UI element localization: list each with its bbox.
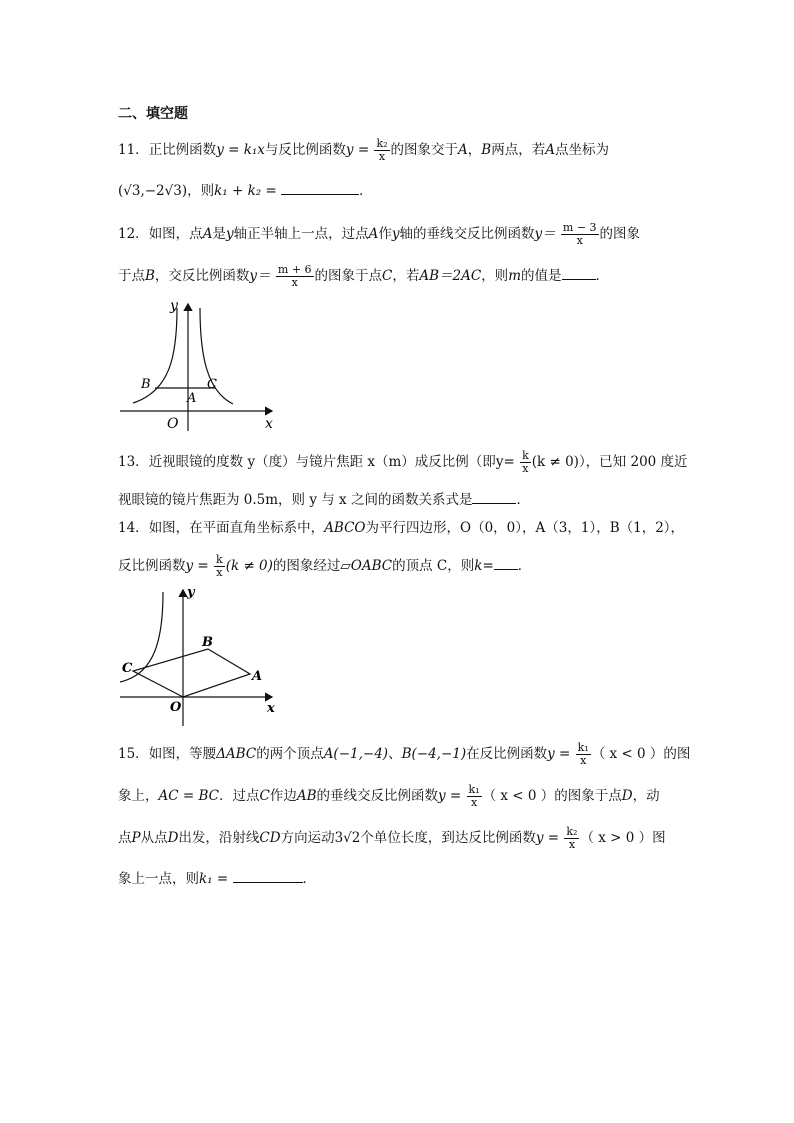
q14-number: 14． <box>118 520 149 536</box>
q14-label-c: C <box>122 661 133 676</box>
q14-label-x: x <box>267 701 275 716</box>
q14-parallelogram <box>133 649 250 697</box>
q12-label-o: O <box>167 416 179 432</box>
q12-label-y: y <box>170 298 178 314</box>
q15-number: 15． <box>118 746 149 762</box>
q15-line-2: 象上，AC = BC．过点C作边AB的垂线交反比例函数y = $\frac{\text{k₁}}{x}$ （ x < 0 ）的图象于点D，动 <box>118 783 660 809</box>
q11-line-2: (√3,−2√3)，则k₁ + k₂ = ． <box>118 180 373 201</box>
q12-fraction-1: $\frac{m - 3}{x}$ <box>562 221 597 247</box>
q14-fraction: $\frac{k}{x}$ <box>216 553 223 579</box>
q11-answer-blank[interactable] <box>281 180 359 195</box>
q14-label-o: O <box>170 700 182 715</box>
q15-fraction-1: $\frac{\text{k₁}}{x}$ <box>577 741 589 767</box>
q14-figure <box>115 584 285 729</box>
q12-label-c: C <box>207 377 217 392</box>
q13-number: 13． <box>118 454 149 470</box>
q14-label-a: A <box>252 669 263 684</box>
q15-line-1: 15．如图，等腰ΔABC的两个顶点A(−1,−4)、B(−4,−1)在反比例函数y = $\frac{\text{k₁}}{x}$ （ x < 0 ）的图 <box>118 741 691 767</box>
q11-line-1: 11．正比例函数y = k₁x与反比例函数y = $\frac{\text{k₂}}{x}$ 的图象交于A，B两点，若A点坐标为 <box>118 137 609 163</box>
q15-line-3: 点P从点D出发，沿射线CD方向运动3√2个单位长度，到达反比例函数y = $\frac{\text{k₂}}{x}$ （ x > 0 ）图 <box>118 825 666 851</box>
q12-line-1: 12．如图，点A是y轴正半轴上一点，过点A作y轴的垂线交反比例函数y＝ $\frac{m - 3}{x}$ 的图象 <box>118 221 641 247</box>
q12-fraction-2: $\frac{m + 6}{x}$ <box>277 263 312 289</box>
q13-line-2: 视眼镜的镜片焦距为 0.5m，则 y 与 x 之间的函数关系式是 ． <box>118 489 530 510</box>
q12-figure <box>115 296 285 436</box>
q15-fraction-3: $\frac{\text{k₂}}{x}$ <box>566 825 578 851</box>
q12-answer-blank[interactable] <box>562 265 596 280</box>
q13-line-1: 13．近视眼镜的度数 y（度）与镜片焦距 x（m）成反比例（即y= $\frac{k}{x}$ (k ≠ 0)），已知 200 度近 <box>118 449 688 475</box>
q12-label-a: A <box>187 391 197 406</box>
q13-answer-blank[interactable] <box>472 489 516 504</box>
q14-line-1: 14．如图，在平面直角坐标系中，ABCO为平行四边形，O（0，0），A（3，1），B（1，2）， <box>118 520 685 536</box>
q14-line-2: 反比例函数y = $\frac{k}{x}$ (k ≠ 0)的图象经过▱OABC的顶点 C，则k= ． <box>118 553 532 579</box>
q12-curve-left <box>133 308 177 403</box>
q13-fraction: $\frac{k}{x}$ <box>522 449 529 475</box>
q12-number: 12． <box>118 226 149 242</box>
q15-line-4: 象上一点，则k₁ = ． <box>118 868 316 889</box>
q15-fraction-2: $\frac{\text{k₁}}{x}$ <box>468 783 480 809</box>
q11-number: 11． <box>118 142 149 158</box>
q12-label-x: x <box>265 416 273 432</box>
section-title: 二、填空题 <box>118 106 188 122</box>
q12-line-2: 于点B，交反比例函数y＝ $\frac{m + 6}{x}$ 的图象于点C，若AB＝2AC，则m的值是 ． <box>118 263 609 289</box>
q14-label-y: y <box>187 585 195 600</box>
q11-fraction: $\frac{\text{k₂}}{x}$ <box>376 137 388 163</box>
q14-label-b: B <box>202 635 213 650</box>
q15-answer-blank[interactable] <box>233 868 303 883</box>
q14-answer-blank[interactable] <box>494 555 518 570</box>
q12-label-b: B <box>141 377 151 392</box>
